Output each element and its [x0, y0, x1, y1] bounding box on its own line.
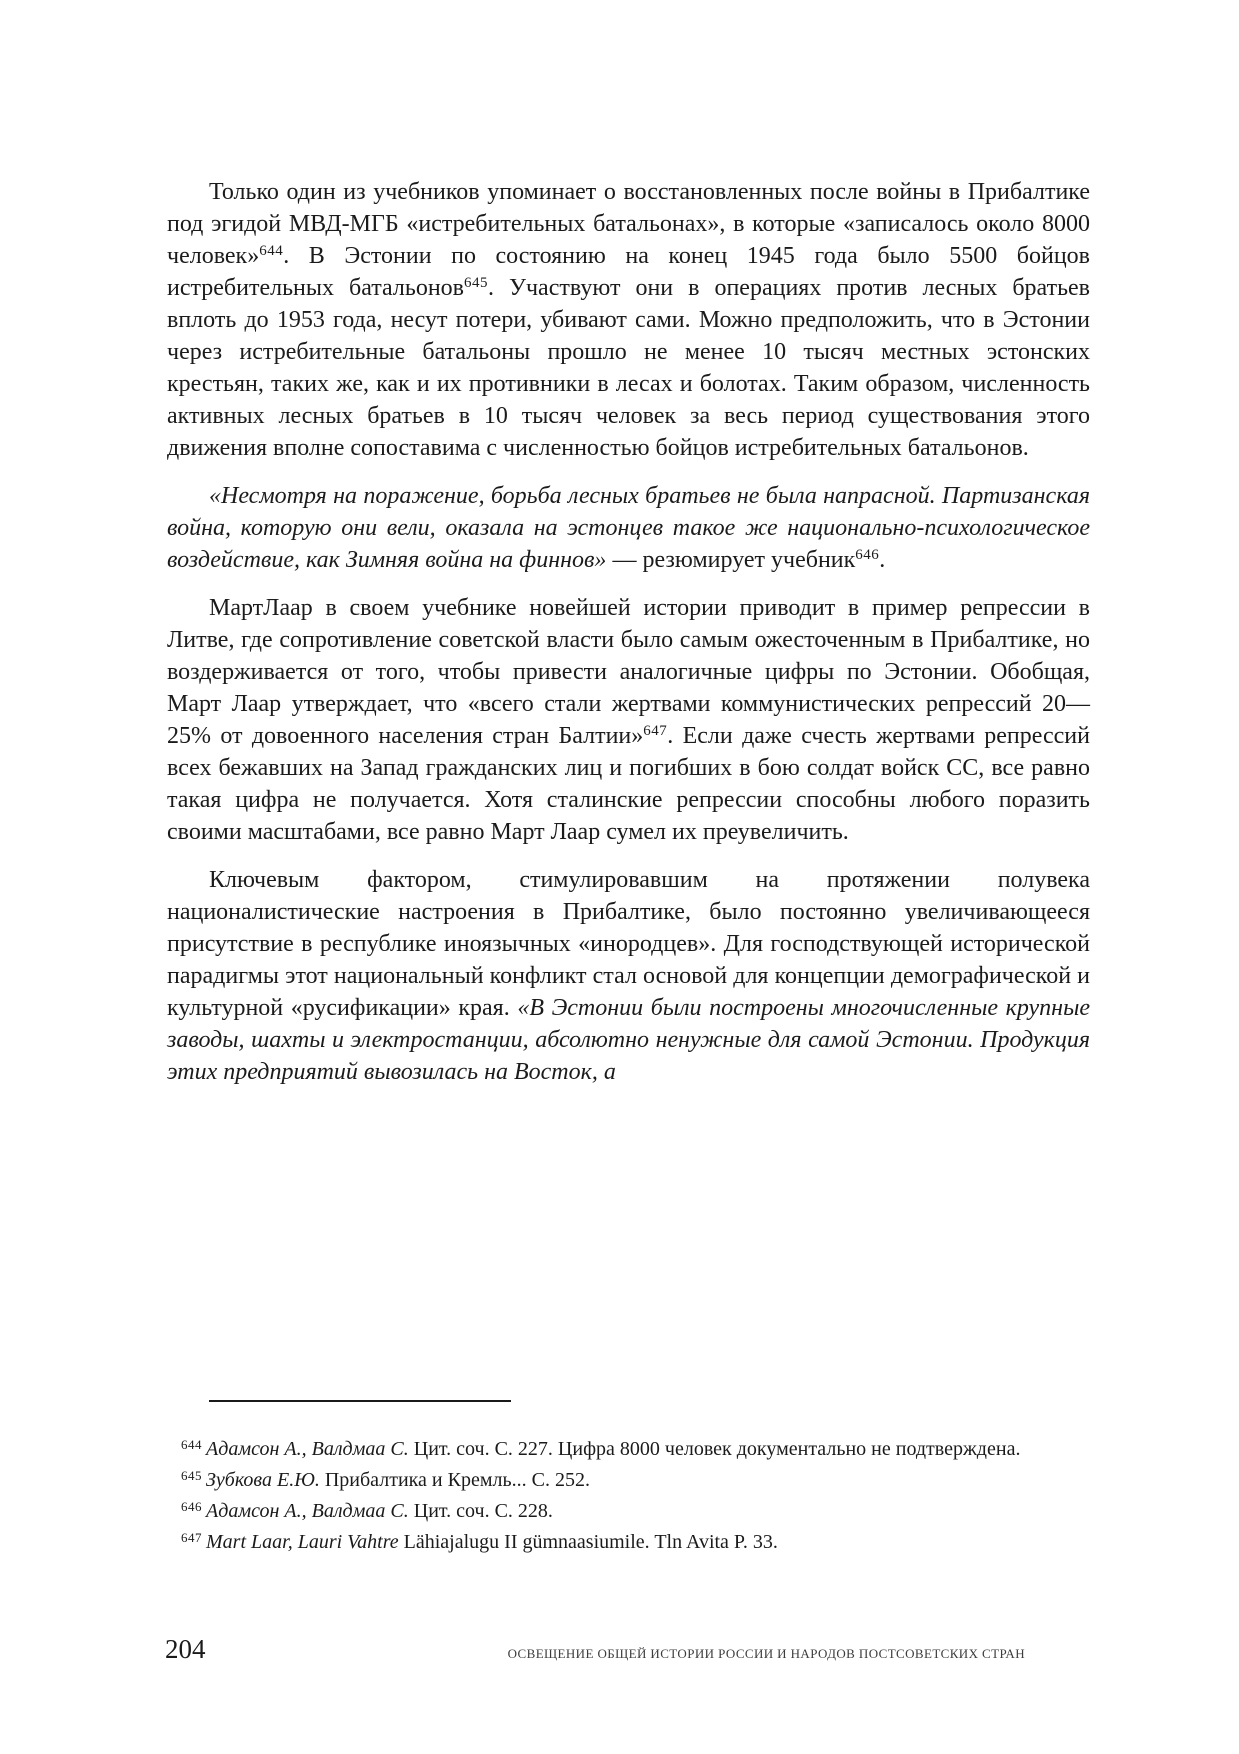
- footnote-647: [167, 1527, 1090, 1558]
- footnote-645: [167, 1465, 1090, 1496]
- footnote-ref-647: 647: [643, 722, 668, 739]
- footnote-marker: 646: [181, 1498, 202, 1514]
- footnote-separator: [209, 1400, 511, 1402]
- paragraph-2-quote: [167, 480, 1090, 576]
- text-segment: Ключевым фактором, стимулировавшим на протяжении полувека националистические настроения в Прибалтике, было постоянно увеличивающееся присутствие в республике иноязычных «инородцев». Для господствующей исторической парадигмы этот национальный конфликт стал основой для концепции демографической и культурной «русификации» края.: [167, 867, 1090, 1021]
- page-number: 204: [165, 1634, 206, 1664]
- footnote-text: Цит. соч. С. 227. Цифра 8000 человек документально не подтверждена.: [408, 1438, 1021, 1460]
- text-segment: — резюмирует учебник: [612, 547, 856, 573]
- footnote-text: Прибалтика и Кремль... С. 252.: [319, 1469, 590, 1491]
- footnote-text: Lähiajalugu II gümnaasiumile. Tln Avita P. 33.: [398, 1531, 778, 1553]
- text-segment: . Если даже счесть жертвами репрессий всех бежавших на Запад гражданских лиц и погибших в бою солдат войск СС, все равно такая цифра не получается. Хотя сталинские репрессии способны любого поразить своими масштабами, все равно Март Лаар сумел их преувеличить.: [167, 723, 1090, 845]
- page-body: [167, 176, 1090, 1104]
- footnote-text: Цит. соч. С. 228.: [408, 1500, 553, 1522]
- quote-text: «В Эстонии были построены многочисленные крупные заводы, шахты и электростанции, абсолютно ненужные для самой Эстонии. Продукция этих предприятий вывозилась на Восток, а: [167, 995, 1090, 1085]
- text-segment: Только один из учебников упоминает о восстановленных после войны в Прибалтике под эгидой МВД-МГБ «истребительных батальонах», в которые «записалось около 8000 человек»: [167, 179, 1090, 269]
- paragraph-1: [167, 176, 1090, 464]
- footnote-source: Зубкова Е.Ю.: [206, 1469, 320, 1491]
- text-segment: .: [879, 547, 886, 573]
- footnote-ref-645: 645: [464, 274, 488, 291]
- footnote-marker: 644: [181, 1436, 202, 1452]
- footnote-646: [167, 1496, 1090, 1527]
- running-title: ОСВЕЩЕНИЕ ОБЩЕЙ ИСТОРИИ РОССИИ И НАРОДОВ ПОСТСОВЕТСКИХ СТРАН: [507, 1646, 1025, 1661]
- footnote-ref-644: 644: [259, 242, 284, 259]
- paragraph-4: [167, 864, 1090, 1088]
- footnote-ref-646: 646: [855, 546, 880, 563]
- text-segment: . Участвуют они в операциях против лесных братьев вплоть до 1953 года, несут потери, убивают сами. Можно предположить, что в Эстонии через истребительные батальоны прошло не менее 10 тысяч местных эстонских крестьян, таких же, как и их противники в лесах и болотах. Таким образом, численность активных лесных братьев в 10 тысяч человек за весь период существования этого движения вполне сопоставима с численностью бойцов истребительных батальонов.: [167, 275, 1091, 461]
- footnote-marker: 645: [181, 1467, 202, 1483]
- footnote-marker: 647: [181, 1529, 202, 1545]
- footnote-source: Адамсон А., Валдмаа С.: [206, 1500, 409, 1522]
- footnotes-section: [167, 1390, 1090, 1558]
- footnote-source: Адамсон А., Валдмаа С.: [206, 1438, 409, 1460]
- quote-text: «Несмотря на поражение, борьба лесных братьев не была напрасной. Партизанская война, которую они вели, оказала на эстонцев такое же национально-психологическое воздействие, как Зимняя война на финнов»: [167, 483, 1090, 573]
- paragraph-3: [167, 592, 1090, 848]
- text-segment: . В Эстонии по состоянию на конец 1945 года было 5500 бойцов истребительных батальонов: [167, 243, 1090, 301]
- footnote-644: [167, 1434, 1090, 1465]
- footnote-source: Mart Laar, Lauri Vahtre: [206, 1531, 399, 1553]
- text-segment: МартЛаар в своем учебнике новейшей истории приводит в пример репрессии в Литве, где сопротивление советской власти было самым ожесточенным в Прибалтике, но воздерживается от того, чтобы привести аналогичные цифры по Эстонии. Обобщая, Март Лаар утверждает, что «всего стали жертвами коммунистических репрессий 20—25% от довоенного населения стран Балтии»: [167, 595, 1090, 749]
